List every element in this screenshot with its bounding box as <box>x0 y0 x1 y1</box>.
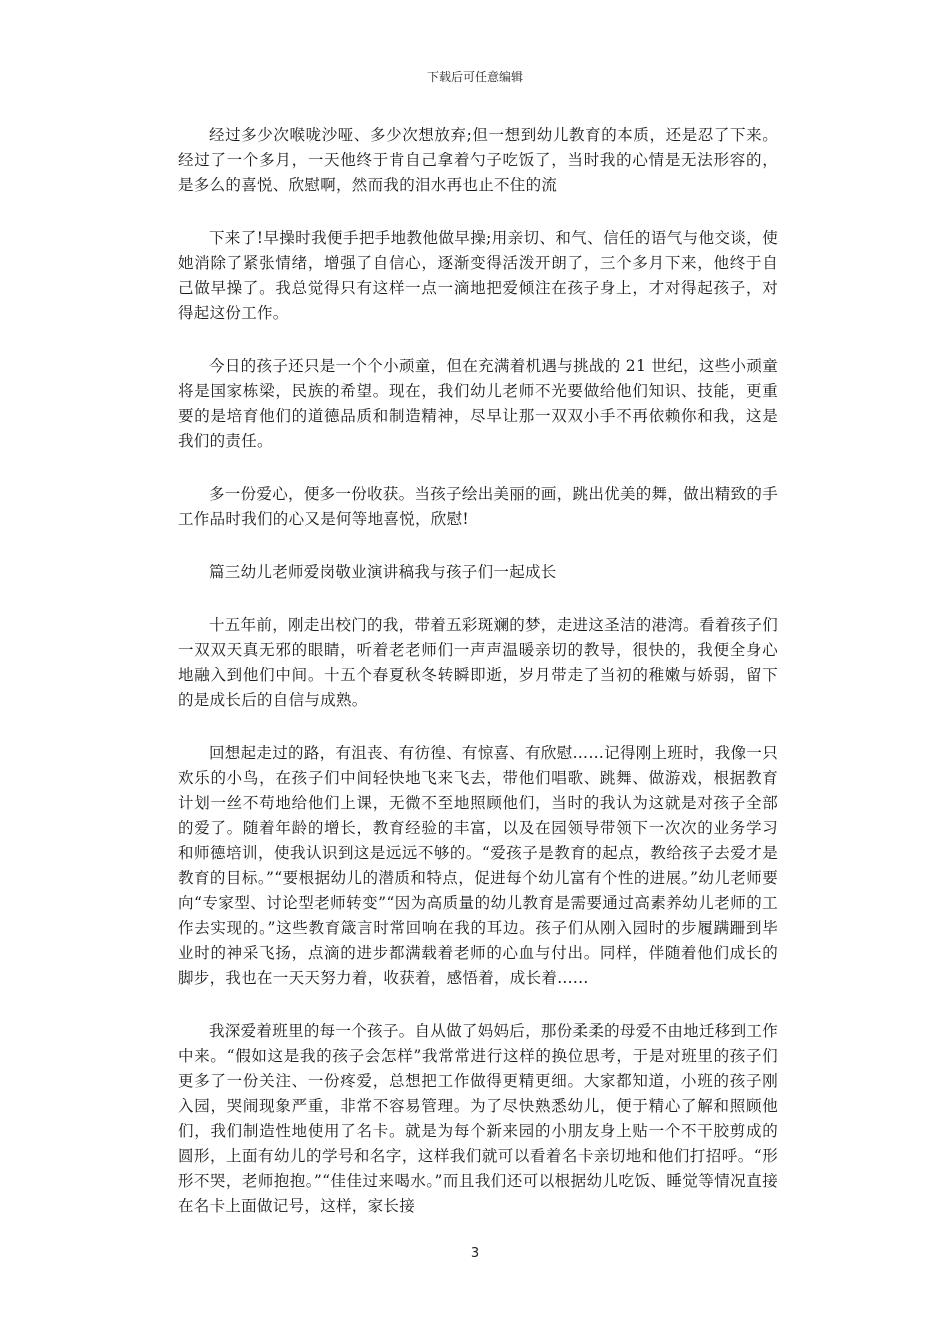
section-heading: 篇三幼儿老师爱岗敬业演讲稿我与孩子们一起成长 <box>209 563 557 581</box>
paragraph-5: 十五年前，刚走出校门的我，带着五彩斑斓的梦，走进这圣洁的港湾。看着孩子们一双双天真无邪的眼睛，听着老老师们一声声温暖亲切的教导，很快的，我便全身心地融入到他们中间。十五个春夏秋冬转瞬即逝，岁月带走了当初的稚嫩与娇弱，留下的是成长后的自信与成熟。 <box>178 616 778 709</box>
paragraph-6: 回想起走过的路，有沮丧、有彷徨、有惊喜、有欣慰……记得刚上班时，我像一只欢乐的小鸟，在孩子们中间轻快地飞来飞去，带他们唱歌、跳舞、做游戏，根据教育计划一丝不苟地给他们上课，无微不至地照顾他们，当时的我认为这就是对孩子全部的爱了。随着年龄的增长，教育经验的丰富，以及在园领导带领下一次次的业务学习和师德培训，使我认识到这是远远不够的。“爱孩子是教育的起点，教给孩子去爱才是教育的目标。”“要根据幼儿的潜质和特点，促进每个幼儿富有个性的进展。”幼儿老师要向“专家型、讨论型老师转变”“因为高质量的幼儿教育是需要通过高素养幼儿老师的工作去实现的。”这些教育箴言时常回响在我的耳边。孩子们从刚入园时的步履蹒跚到毕业时的神采飞扬，点滴的进步都满载着老师的心血与付出。同样，伴随着他们成长的脚步，我也在一天天努力着，收获着，感悟着，成长着...... <box>178 744 778 987</box>
page-number: 3 <box>470 1246 480 1261</box>
paragraph-1: 经过多少次喉咙沙哑、多少次想放弃;但一想到幼儿教育的本质，还是忍了下来。经过了一个多月，一天他终于肯自己拿着勺子吃饭了，当时我的心情是无法形容的，是多么的喜悦、欣慰啊，然而我的泪水再也止不住的流 <box>178 126 778 194</box>
paragraph-7: 我深爱着班里的每一个孩子。自从做了妈妈后，那份柔柔的母爱不由地迁移到工作中来。“假如这是我的孩子会怎样”我常常进行这样的换位思考，于是对班里的孩子们更多了一份关注、一份疼爱，总想把工作做得更精更细。大家都知道，小班的孩子刚入园，哭闹现象严重，非常不容易管理。为了尽快熟悉幼儿，便于精心了解和照顾他们，我们制造性地使用了名卡。就是为每个新来园的小朋友身上贴一个不干胶剪成的圆形，上面有幼儿的学号和名字，这样我们就可以看着名卡亲切地和他们打招呼。“形形不哭，老师抱抱。”“佳佳过来喝水。”而且我们还可以根据幼儿吃饭、睡觉等情况直接在名卡上面做记号，这样，家长接 <box>178 1022 778 1215</box>
paragraph-4: 多一份爱心，便多一份收获。当孩子绘出美丽的画，跳出优美的舞，做出精致的手工作品时我们的心又是何等地喜悦，欣慰! <box>178 485 778 528</box>
paragraph-3: 今日的孩子还只是一个个小顽童，但在充满着机遇与挑战的 21 世纪，这些小顽童将是国家栋梁，民族的希望。现在，我们幼儿老师不光要做给他们知识、技能，更重要的是培育他们的道德品质和制造精神，尽早让那一双双小手不再依赖你和我，这是我们的责任。 <box>178 357 778 450</box>
paragraph-2: 下来了!早操时我便手把手地教他做早操;用亲切、和气、信任的语气与他交谈，使她消除了紧张情绪，增强了自信心，逐渐变得活泼开朗了，三个多月下来，他终于自己做早操了。我总觉得只有这样一点一滴地把爱倾注在孩子身上，才对得起孩子，对得起这份工作。 <box>178 229 778 322</box>
document-body <box>178 123 778 1247</box>
header-note: 下载后可任意编辑 <box>426 70 523 84</box>
